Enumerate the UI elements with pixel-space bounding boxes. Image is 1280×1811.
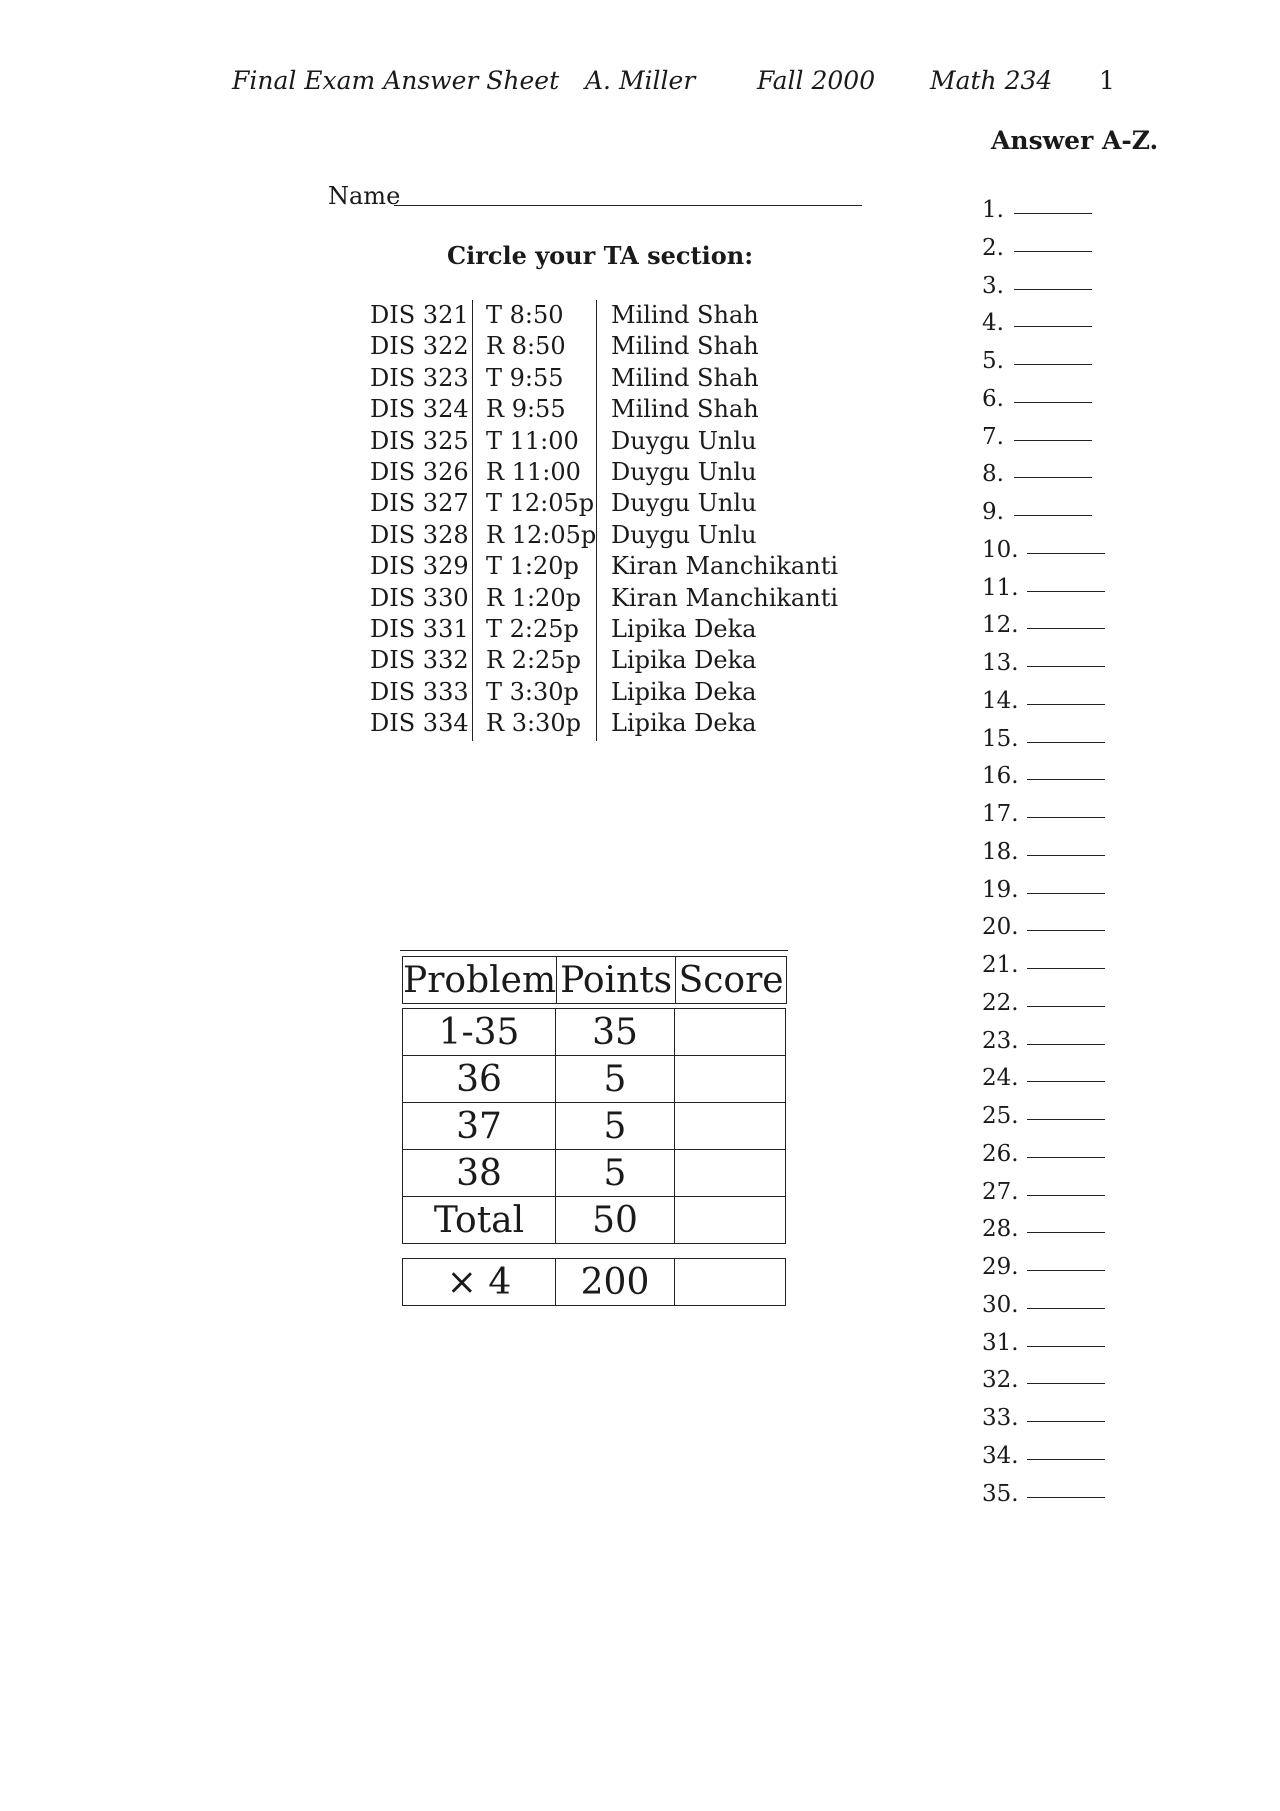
ta-section-time: T 12:05p xyxy=(486,489,595,518)
ta-name: Milind Shah xyxy=(611,332,759,361)
answer-number: 33. xyxy=(982,1405,1019,1431)
ta-section-time: T 8:50 xyxy=(486,301,564,329)
answer-blank[interactable] xyxy=(1027,628,1105,629)
score-problem-cell: 36 xyxy=(403,1056,556,1103)
answer-blank[interactable] xyxy=(1027,1383,1105,1384)
answer-number: 4. xyxy=(982,310,1004,337)
answer-blank[interactable] xyxy=(1027,893,1105,894)
header-author: A. Miller xyxy=(585,66,696,95)
answer-blank[interactable] xyxy=(1027,1006,1105,1007)
score-points-cell: 5 xyxy=(556,1056,675,1103)
answer-blank[interactable] xyxy=(1027,1497,1105,1498)
score-header-score: Score xyxy=(676,957,787,1004)
ta-section-id: DIS 324 xyxy=(370,395,469,424)
answer-number: 12. xyxy=(982,612,1019,639)
ta-name: Lipika Deka xyxy=(611,677,757,706)
answer-number: 15. xyxy=(982,725,1019,752)
header-term: Fall 2000 xyxy=(757,66,876,95)
answer-number: 22. xyxy=(982,989,1019,1016)
ta-section-id: DIS 327 xyxy=(370,489,469,518)
page-number: 1 xyxy=(1099,66,1115,95)
score-problem-cell: 37 xyxy=(403,1103,556,1150)
ta-name: Lipika Deka xyxy=(611,614,757,643)
answer-number: 18. xyxy=(982,838,1019,865)
answer-number: 10. xyxy=(982,536,1019,563)
score-problem-cell: 38 xyxy=(403,1150,556,1197)
answer-blank[interactable] xyxy=(1027,817,1105,818)
score-score-cell[interactable] xyxy=(675,1103,786,1150)
score-multiplier-score[interactable] xyxy=(675,1259,786,1306)
ta-section-id: DIS 334 xyxy=(370,709,469,738)
score-table-row xyxy=(403,1150,786,1197)
answer-number: 27. xyxy=(982,1178,1019,1205)
score-table-row xyxy=(403,1197,786,1244)
score-table-header-row xyxy=(403,957,787,1004)
answer-number: 5. xyxy=(982,348,1004,374)
answer-blank[interactable] xyxy=(1027,1044,1105,1045)
score-multiplier-points: 200 xyxy=(556,1259,675,1306)
ta-section-time: R 8:50 xyxy=(486,332,566,361)
answer-number: 24. xyxy=(982,1065,1019,1092)
answer-number: 28. xyxy=(982,1216,1019,1243)
ta-name: Kiran Manchikanti xyxy=(611,583,839,612)
score-multiplier-problem: × 4 xyxy=(403,1259,556,1306)
ta-section-time: T 9:55 xyxy=(486,363,564,392)
score-score-cell[interactable] xyxy=(675,1197,786,1244)
answer-blank[interactable] xyxy=(1027,553,1105,554)
ta-section-id: DIS 323 xyxy=(370,363,469,392)
answer-blank[interactable] xyxy=(1014,364,1092,365)
answer-blank[interactable] xyxy=(1014,289,1092,290)
answer-blank[interactable] xyxy=(1027,591,1105,592)
ta-section-id: DIS 330 xyxy=(370,583,469,612)
ta-section-time: T 1:20p xyxy=(486,552,579,581)
ta-section-time: T 11:00 xyxy=(486,426,579,455)
name-field[interactable] xyxy=(394,205,862,206)
score-problem-cell: 1-35 xyxy=(403,1009,556,1056)
name-label: Name xyxy=(328,182,401,210)
score-multiplier-row xyxy=(403,1259,786,1306)
ta-name: Milind Shah xyxy=(611,363,759,392)
ta-name: Lipika Deka xyxy=(611,709,757,738)
ta-section-id: DIS 326 xyxy=(370,457,469,486)
score-table xyxy=(402,956,787,1004)
ta-section-time: T 3:30p xyxy=(486,677,579,706)
ta-section-id: DIS 328 xyxy=(370,520,469,549)
ta-name: Milind Shah xyxy=(611,301,759,329)
ta-section-id: DIS 331 xyxy=(370,614,469,643)
answer-blank[interactable] xyxy=(1027,1346,1105,1347)
score-points-cell: 50 xyxy=(556,1197,675,1244)
ta-table-divider xyxy=(596,300,597,741)
score-header-problem: Problem xyxy=(403,957,557,1004)
ta-section-time: T 2:25p xyxy=(486,614,579,643)
ta-section-time: R 12:05p xyxy=(486,520,597,549)
answer-number: 30. xyxy=(982,1291,1019,1318)
answer-number: 13. xyxy=(982,650,1019,676)
header-course: Math 234 xyxy=(930,66,1053,95)
answer-blank[interactable] xyxy=(1027,968,1105,969)
ta-name: Duygu Unlu xyxy=(611,457,757,486)
answer-number: 20. xyxy=(982,914,1019,941)
ta-section-time: R 9:55 xyxy=(486,395,566,424)
answers-title: Answer A-Z. xyxy=(991,126,1159,155)
answer-blank[interactable] xyxy=(1014,477,1092,478)
score-table-row xyxy=(403,1056,786,1103)
answer-blank[interactable] xyxy=(1014,402,1092,403)
answer-number: 25. xyxy=(982,1103,1019,1129)
answer-number: 31. xyxy=(982,1329,1019,1356)
ta-section-id: DIS 321 xyxy=(370,301,469,329)
score-table-row xyxy=(403,1009,786,1056)
ta-section-time: R 3:30p xyxy=(486,709,581,738)
ta-section-id: DIS 333 xyxy=(370,677,469,706)
ta-section-time: R 1:20p xyxy=(486,583,581,612)
ta-name: Duygu Unlu xyxy=(611,489,757,518)
score-table-multiplier xyxy=(402,1258,786,1306)
answer-number: 1. xyxy=(982,197,1004,223)
answer-blank[interactable] xyxy=(1027,1270,1105,1271)
answer-blank[interactable] xyxy=(1027,1232,1105,1233)
ta-section-id: DIS 329 xyxy=(370,552,469,581)
ta-section-time: R 11:00 xyxy=(486,457,581,486)
answer-number: 9. xyxy=(982,499,1004,525)
answer-blank[interactable] xyxy=(1014,440,1092,441)
ta-name: Duygu Unlu xyxy=(611,520,757,549)
score-table-top-rule xyxy=(400,950,788,951)
answer-blank[interactable] xyxy=(1027,930,1105,931)
answer-blank[interactable] xyxy=(1027,1459,1105,1460)
answer-blank[interactable] xyxy=(1027,855,1105,856)
answer-blank[interactable] xyxy=(1027,1421,1105,1422)
answer-number: 17. xyxy=(982,801,1019,827)
answer-number: 29. xyxy=(982,1254,1019,1280)
answer-number: 21. xyxy=(982,952,1019,978)
header-title: Final Exam Answer Sheet xyxy=(232,66,560,95)
answer-blank[interactable] xyxy=(1014,326,1092,327)
ta-section-id: DIS 332 xyxy=(370,646,469,675)
ta-section-id: DIS 325 xyxy=(370,426,469,455)
ta-name: Lipika Deka xyxy=(611,646,757,675)
answer-number: 23. xyxy=(982,1027,1019,1054)
answer-number: 6. xyxy=(982,385,1004,412)
answer-number: 16. xyxy=(982,763,1019,790)
score-points-cell: 5 xyxy=(556,1103,675,1150)
answer-number: 7. xyxy=(982,423,1004,450)
ta-name: Kiran Manchikanti xyxy=(611,552,839,581)
ta-section-time: R 2:25p xyxy=(486,646,581,675)
ta-section-title: Circle your TA section: xyxy=(447,241,754,270)
ta-name: Milind Shah xyxy=(611,395,759,424)
score-score-cell[interactable] xyxy=(675,1150,786,1197)
answer-number: 14. xyxy=(982,687,1019,714)
score-header-points: Points xyxy=(557,957,676,1004)
ta-section-id: DIS 322 xyxy=(370,332,469,361)
score-score-cell[interactable] xyxy=(675,1056,786,1103)
answer-blank[interactable] xyxy=(1027,1119,1105,1120)
answer-blank[interactable] xyxy=(1027,666,1105,667)
answer-number: 3. xyxy=(982,272,1004,299)
answer-blank[interactable] xyxy=(1014,515,1092,516)
ta-table-divider xyxy=(472,300,473,741)
answer-blank[interactable] xyxy=(1027,1157,1105,1158)
score-table-row xyxy=(403,1103,786,1150)
answer-number: 34. xyxy=(982,1442,1019,1469)
answer-number: 32. xyxy=(982,1367,1019,1394)
answer-blank[interactable] xyxy=(1027,779,1105,780)
score-table-body xyxy=(402,1008,786,1244)
answer-number: 11. xyxy=(982,574,1019,601)
ta-name: Duygu Unlu xyxy=(611,426,757,455)
answer-blank[interactable] xyxy=(1027,742,1105,743)
answer-number: 35. xyxy=(982,1480,1019,1507)
answer-number: 2. xyxy=(982,234,1004,261)
score-points-cell: 35 xyxy=(556,1009,675,1056)
answer-number: 26. xyxy=(982,1140,1019,1167)
answer-number: 19. xyxy=(982,876,1019,903)
answer-blank[interactable] xyxy=(1027,704,1105,705)
answer-blank[interactable] xyxy=(1014,213,1092,214)
answer-blank[interactable] xyxy=(1027,1308,1105,1309)
score-problem-cell: Total xyxy=(403,1197,556,1244)
answer-blank[interactable] xyxy=(1027,1081,1105,1082)
answer-blank[interactable] xyxy=(1027,1195,1105,1196)
score-points-cell: 5 xyxy=(556,1150,675,1197)
answer-blank[interactable] xyxy=(1014,251,1092,252)
answer-number: 8. xyxy=(982,461,1004,488)
score-score-cell[interactable] xyxy=(675,1009,786,1056)
